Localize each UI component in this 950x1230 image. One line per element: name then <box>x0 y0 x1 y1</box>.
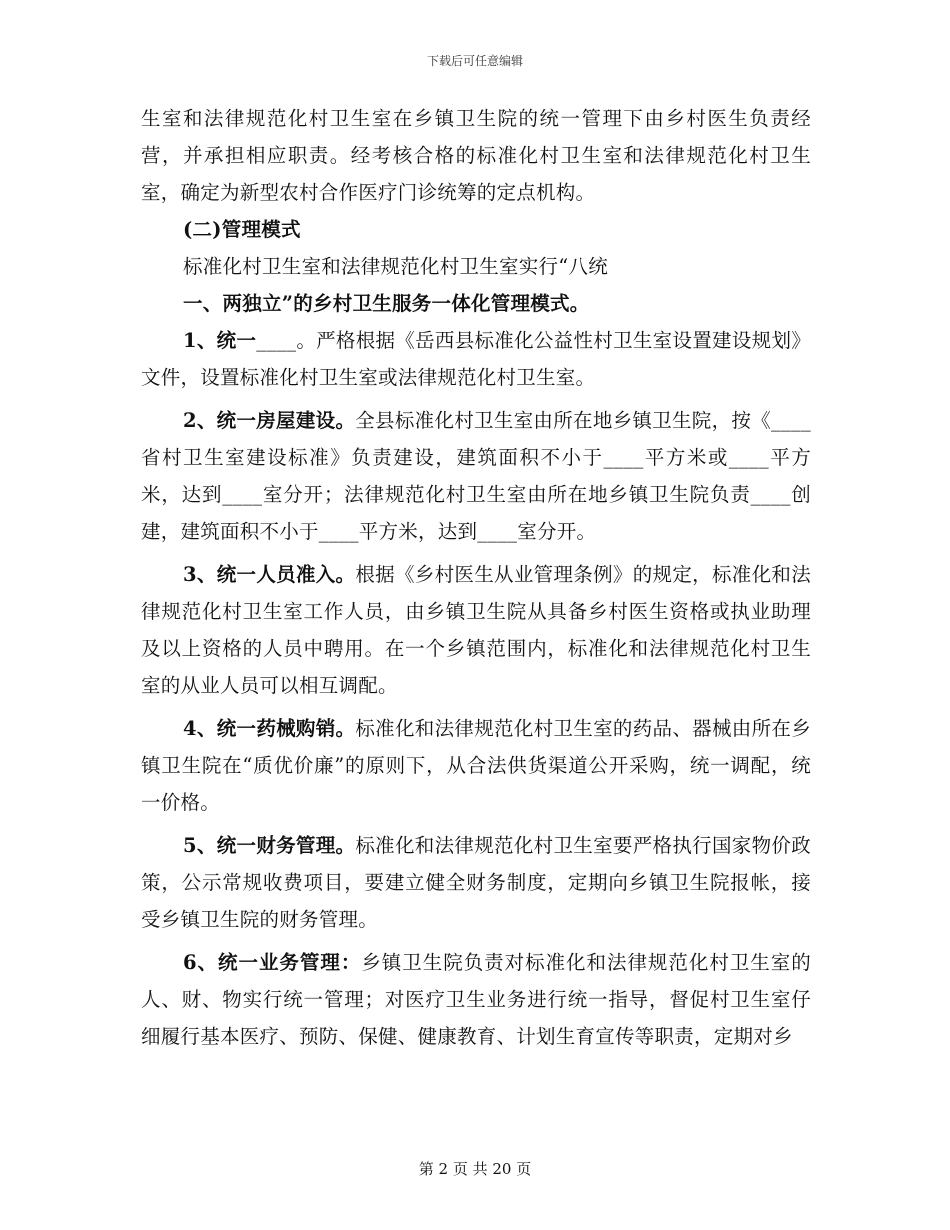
list-item-2-text: 全县标准化村卫生室由所在地乡镇卫生院，按《____省村卫生室建设标准》负责建设，建筑面积不小于____平方米或____平方米，达到____室分开；法律规范化村卫生室由所在地乡镇卫生院负责____创建，建筑面积不小于____平方米，达到____室分开。 <box>141 409 811 543</box>
list-item-6-text: 乡镇卫生院负责对标准化和法律规范化村卫生室的人、财、物实行统一管理；对医疗卫生业务进行统一指导，督促村卫生室仔细履行基本医疗、预防、保健、健康教育、计划生育宣传等职责，定期对乡 <box>141 951 811 1048</box>
list-item-6-label: 6、统一业务管理： <box>183 951 362 974</box>
list-item-1-text: ____。严格根据《岳西县标准化公益性村卫生室设置建设规划》文件，设置标准化村卫生室或法律规范化村卫生室。 <box>141 329 811 389</box>
list-item-4-label: 4、统一药械购销。 <box>183 717 356 740</box>
paragraph-model-intro: 标准化村卫生室和法律规范化村卫生室实行“八统 <box>183 255 608 278</box>
list-item-3-label: 3、统一人员准入。 <box>183 563 356 586</box>
list-item-6 <box>141 944 811 1055</box>
document-body <box>141 100 811 1055</box>
page-header-note: 下载后可任意编辑 <box>426 54 523 68</box>
list-item-5 <box>141 827 811 938</box>
section-heading: (二)管理模式 <box>183 218 301 241</box>
list-item-3 <box>141 556 811 704</box>
list-item-5-text: 标准化和法律规范化村卫生室要严格执行国家物价政策，公示常规收费项目，要建立健全财务制度，定期向乡镇卫生院报帐，接受乡镇卫生院的财务管理。 <box>141 834 811 931</box>
paragraph-intro: 生室和法律规范化村卫生室在乡镇卫生院的统一管理下由乡村医生负责经营，并承担相应职责。经考核合格的标准化村卫生室和法律规范化村卫生室，确定为新型农村合作医疗门诊统筹的定点机构。 <box>141 107 811 204</box>
list-item-4-text: 标准化和法律规范化村卫生室的药品、器械由所在乡镇卫生院在“质优价廉”的原则下，从合法供货渠道公开采购，统一调配，统一价格。 <box>141 717 811 814</box>
list-item-1 <box>141 322 811 396</box>
page-footer-page-number: 第 2 页 共 20 页 <box>418 1160 532 1178</box>
list-item-5-label: 5、统一财务管理。 <box>183 834 356 857</box>
paragraph-model-title: 一、两独立”的乡村卫生服务一体化管理模式。 <box>183 292 590 315</box>
list-item-2 <box>141 402 811 550</box>
list-item-3-text: 根据《乡村医生从业管理条例》的规定，标准化和法律规范化村卫生室工作人员，由乡镇卫生院从具备乡村医生资格或执业助理及以上资格的人员中聘用。在一个乡镇范围内，标准化和法律规范化村卫生室的从业人员可以相互调配。 <box>141 563 811 697</box>
list-item-1-label: 1、统一 <box>183 329 257 352</box>
list-item-4 <box>141 710 811 821</box>
list-item-2-label: 2、统一房屋建设。 <box>183 409 356 432</box>
